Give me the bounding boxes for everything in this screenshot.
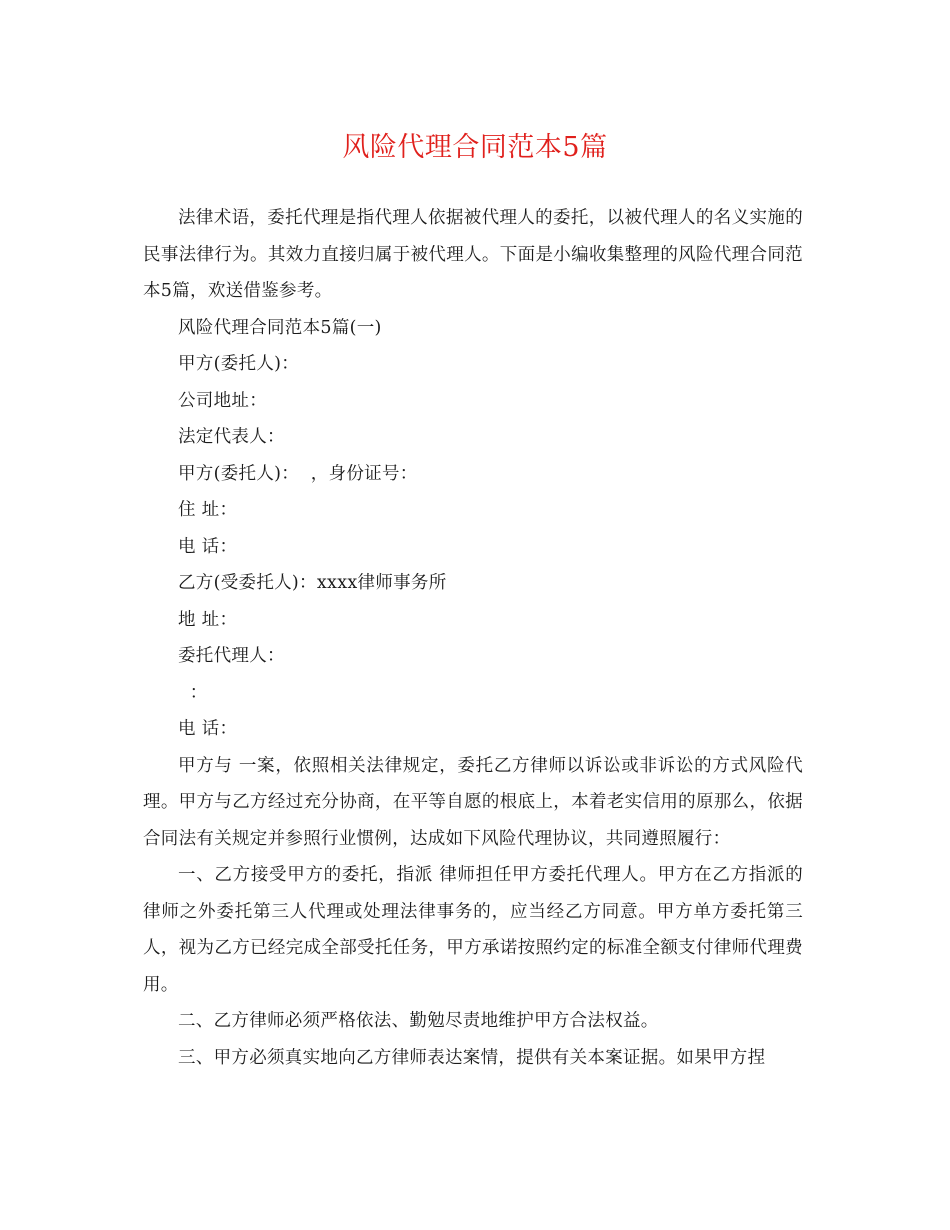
field-blank: ：: [178, 682, 208, 703]
intro-paragraph: 法律术语，委托代理是指代理人依据被代理人的委托，以被代理人的名义实施的民事法律行为。其效力直接归属于被代理人。下面是小编收集整理的风险代理合同范本5篇，欢送借鉴参考。: [143, 208, 803, 301]
field-phone-a: 电 话：: [178, 536, 238, 557]
field-legal-representative: 法定代表人：: [178, 427, 285, 447]
section-heading: 风险代理合同范本5篇(一): [178, 317, 382, 338]
field-party-b: 乙方(受委托人)：xxxx律师事务所: [178, 573, 447, 593]
document-body: [143, 200, 803, 1076]
field-party-a-id: 甲方(委托人)： ，身份证号：: [178, 463, 418, 484]
field-phone-b: 电 话：: [178, 719, 238, 739]
field-agent: 委托代理人：: [178, 646, 285, 666]
paragraph-clause-2: 二、乙方律师必须严格依法、勤勉尽责地维护甲方合法权益。: [178, 1011, 659, 1031]
field-address-b: 地 址：: [178, 609, 238, 630]
document-title: 风险代理合同范本5篇: [342, 132, 608, 163]
paragraph-clause-3: 三、甲方必须真实地向乙方律师表达案情，提供有关本案证据。如果甲方捏: [178, 1047, 766, 1068]
field-party-a: 甲方(委托人)：: [178, 354, 300, 374]
paragraph-clause-1: 一、乙方接受甲方的委托，指派 律师担任甲方委托代理人。甲方在乙方指派的律师之外委托第三人代理或处理法律事务的，应当经乙方同意。甲方单方委托第三人，视为乙方已经完成全部受托任务，甲方承诺按照约定的标准全额支付律师代理费用。: [143, 865, 803, 995]
paragraph-agreement: 甲方与 一案，依照相关法律规定，委托乙方律师以诉讼或非诉讼的方式风险代理。甲方与乙方经过充分协商，在平等自愿的根底上，本着老实信用的原那么，依据合同法有关规定并参照行业惯例，达成如下风险代理协议，共同遵照履行：: [143, 755, 803, 849]
field-company-address: 公司地址：: [178, 390, 267, 411]
field-residence: 住 址：: [178, 500, 238, 520]
